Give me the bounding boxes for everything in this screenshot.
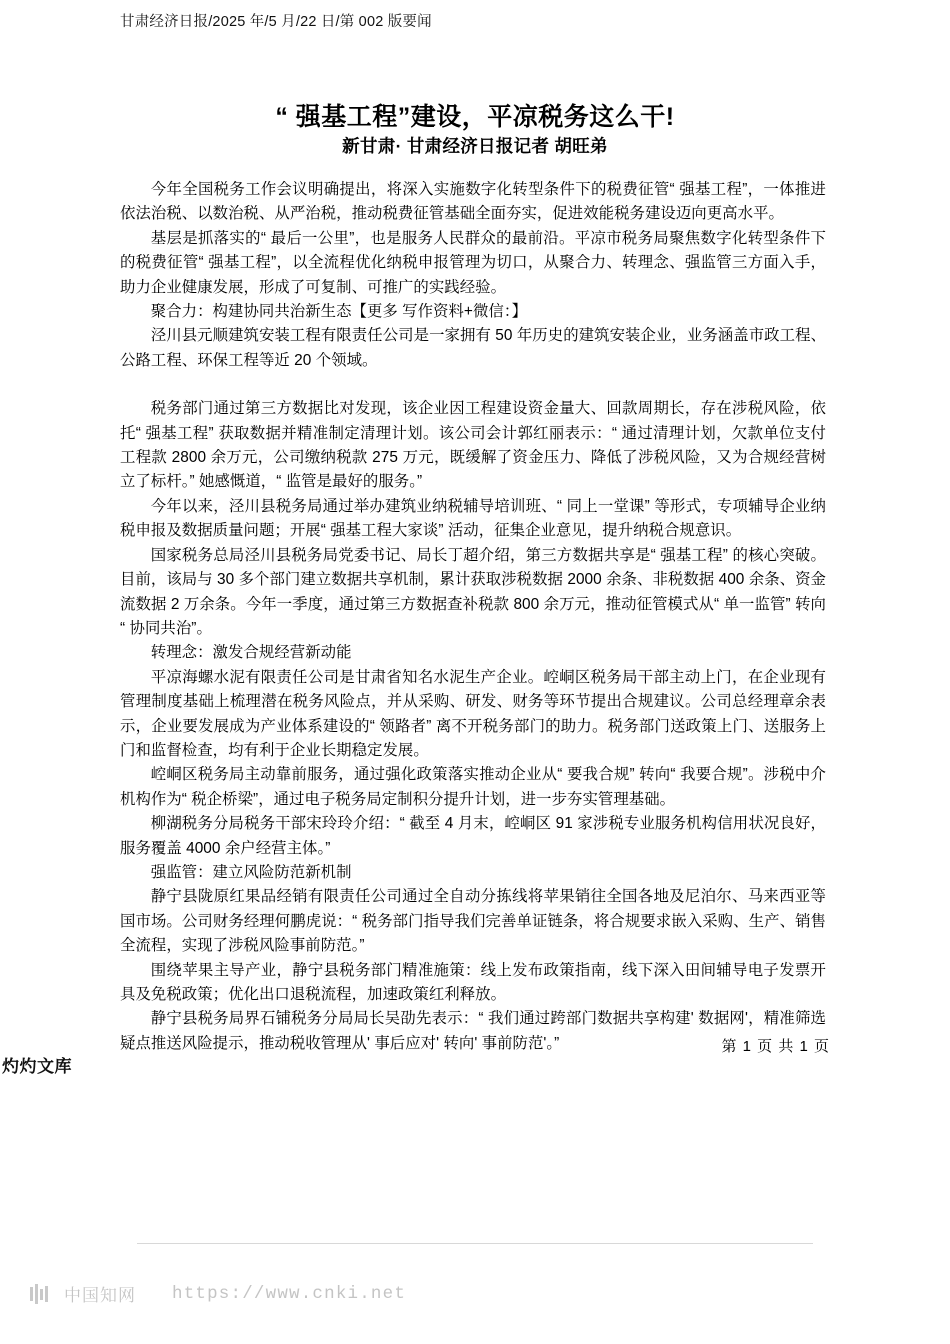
article-paragraph: 静宁县陇原红果品经销有限责任公司通过全自动分拣线将苹果销往全国各地及尼泊尔、马来西亚等国市场。公司财务经理何鹏虎说：“ 税务部门指导我们完善单证链条，将合规要求嵌入采购、生产、销售全流程，实现了涉税风险事前防范。” — [120, 888, 826, 955]
cnki-bars-icon — [30, 1284, 50, 1304]
article-paragraph: 崆峒区税务局主动靠前服务，通过强化政策落实推动企业从“ 要我合规” 转向“ 我要合规”。涉税中介机构作为“ 税企桥梁”，通过电子税务局定制积分提升计划，进一步夯实管理基础。 — [120, 766, 826, 808]
article-paragraph: 静宁县税务局界石铺税务分局局长吴劭先表示：“ 我们通过跨部门数据共享构建' 数据网'，精准筛选疑点推送风险提示，推动税收管理从' 事后应对' 转向' 事前防范'。” — [120, 1010, 826, 1052]
article-paragraph: 平凉海螺水泥有限责任公司是甘肃省知名水泥生产企业。崆峒区税务局干部主动上门，在企业现有管理制度基础上梳理潜在税务风险点，并从采购、研发、财务等环节提出合规建议。公司总经理章余表示，企业要发展成为产业体系建设的“ 领路者” 离不开税务部门的助力。税务部门送政策上门、送服务上门和监督检查，均有利于企业长期稳定发展。 — [120, 668, 826, 759]
source-citation-line: 甘肃经济日报/2025 年/5 月/22 日/第 002 版要闻 — [120, 14, 432, 30]
article-body — [120, 178, 826, 1056]
article-paragraph: 柳湖税务分局税务干部宋玲玲介绍：“ 截至 4 月末，崆峒区 91 家涉税专业服务机构信用状况良好，服务覆盖 4000 余户经营主体。” — [120, 815, 826, 857]
article-paragraph: 基层是抓落实的“ 最后一公里”，也是服务人民群众的最前沿。平凉市税务局聚焦数字化转型条件下的税费征管“ 强基工程”，以全流程优化纳税申报管理为切口，从聚合力、转理念、强监管三方面入手，助力企业健康发展，形成了可复制、可推广的实践经验。 — [120, 229, 826, 296]
article-headline: “ 强基工程”建设，平凉税务这么干! — [275, 102, 675, 131]
article-paragraph: 国家税务总局泾川县税务局党委书记、局长丁超介绍，第三方数据共享是“ 强基工程” 的核心突破。目前，该局与 30 多个部门建立数据共享机制，累计获取涉税数据 2000 余条、非税数据 400 余条、资金流数据 2 万余条。今年一季度，通过第三方数据查补税款 800 余万元，推动征管模式从“ 单一监管” 转向“ 协同共治”。 — [120, 546, 826, 637]
page-number: 第 1 页 共 1 页 — [721, 1038, 830, 1055]
cnki-watermark — [30, 1281, 406, 1306]
cnki-name-label: 中国知网 — [64, 1286, 136, 1305]
article-paragraph: 围绕苹果主导产业，静宁县税务部门精准施策：线上发布政策指南，线下深入田间辅导电子发票开具及免税政策；优化出口退税流程，加速政策红利释放。 — [120, 961, 826, 1003]
article-paragraph: 今年以来，泾川县税务局通过举办建筑业纳税辅导培训班、“ 同上一堂课” 等形式，专项辅导企业纳税申报及数据质量问题；开展“ 强基工程大家谈” 活动，征集企业意见，提升纳税合规意识。 — [120, 497, 826, 540]
library-stamp: 灼灼文库 — [2, 1057, 72, 1076]
article-paragraph: 转理念：激发合规经营新动能 — [150, 644, 352, 662]
article-paragraph: 税务部门通过第三方数据比对发现，该企业因工程建设资金量大、回款周期长，存在涉税风险，依托“ 强基工程” 获取数据并精准制定清理计划。该公司会计郭红丽表示：“ 通过清理计划，欠款单位支付工程款 2800 余万元，公司缴纳税款 275 万元，既缓解了资金压力、降低了涉税风险，又为合规经营树立了标杆。” 她感慨道，“ 监管是最好的服务。” — [120, 400, 826, 491]
cnki-url-label: https://www.cnki.net — [172, 1283, 407, 1304]
footer-divider — [137, 1243, 813, 1244]
article-paragraph: 聚合力：构建协同共治新生态【更多 写作资料+微信：】 — [150, 303, 528, 321]
article-paragraph: 强监管：建立风险防范新机制 — [150, 863, 352, 881]
article-paragraph: 泾川县元顺建筑安装工程有限责任公司是一家拥有 50 年历史的建筑安装企业，业务涵盖市政工程、公路工程、环保工程等近 20 个领域。 — [120, 327, 826, 369]
article-byline: 新甘肃· 甘肃经济日报记者 胡旺弟 — [342, 136, 608, 156]
article-paragraph: 今年全国税务工作会议明确提出，将深入实施数字化转型条件下的税费征管“ 强基工程”，一体推进依法治税、以数治税、从严治税，推动税费征管基础全面夯实，促进效能税务建设迈向更高水平。 — [120, 181, 826, 223]
